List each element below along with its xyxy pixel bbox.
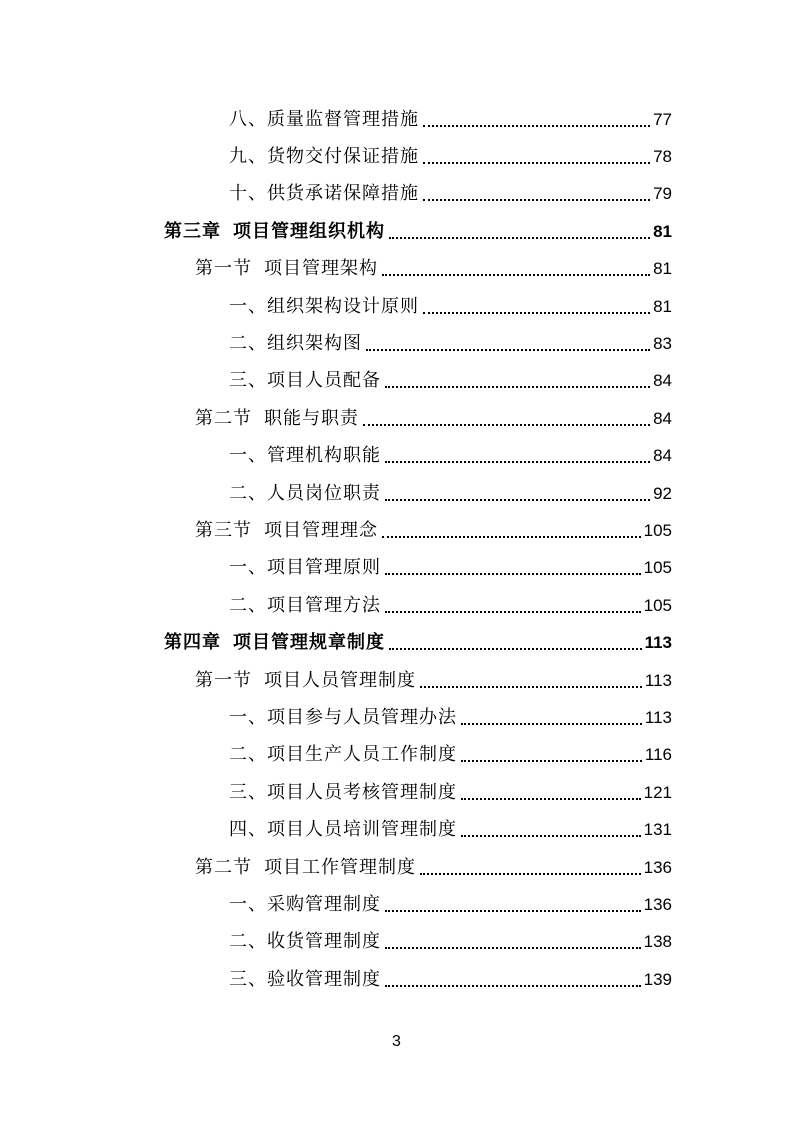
toc-entry-prefix: 第二节 [195, 856, 252, 878]
toc-entry-prefix: 二、 [229, 931, 267, 953]
toc-entry-prefix: 二、 [229, 744, 267, 766]
toc-dot-leader [423, 199, 650, 201]
toc-page-number: 105 [643, 558, 672, 578]
toc-entry-text: 项目人员管理制度 [264, 669, 416, 691]
toc-dot-leader [461, 760, 642, 762]
toc-entry[interactable] [0, 325, 793, 362]
toc-entry-prefix: 第一节 [195, 669, 252, 691]
toc-section-entry[interactable] [0, 512, 793, 549]
table-of-contents [0, 101, 793, 998]
toc-entry[interactable] [0, 475, 793, 512]
toc-section-entry[interactable] [0, 849, 793, 886]
toc-entry-prefix: 三、 [229, 370, 267, 392]
toc-section-entry[interactable] [0, 662, 793, 699]
toc-page-number: 105 [643, 595, 672, 615]
toc-entry-text: 项目参与人员管理办法 [267, 706, 457, 728]
toc-entry[interactable] [0, 587, 793, 624]
toc-entry-text: 货物交付保证措施 [267, 146, 419, 168]
toc-entry-prefix: 一、 [229, 557, 267, 579]
toc-entry[interactable] [0, 699, 793, 736]
toc-entry-title [229, 110, 419, 130]
toc-entry-text: 项目人员培训管理制度 [267, 819, 457, 841]
toc-entry-prefix: 四、 [229, 819, 267, 841]
toc-page-number: 92 [653, 483, 672, 503]
toc-entry-title [229, 820, 457, 840]
toc-entry-title [195, 671, 416, 691]
toc-entry[interactable] [0, 811, 793, 848]
toc-entry-title [164, 633, 385, 653]
toc-dot-leader [385, 573, 641, 575]
toc-entry-text: 项目管理理念 [264, 519, 378, 541]
toc-dot-leader [389, 237, 650, 239]
toc-page-number: 113 [644, 707, 672, 727]
toc-page-number: 77 [653, 109, 672, 129]
toc-entry[interactable] [0, 101, 793, 138]
toc-page-number: 84 [653, 408, 672, 428]
toc-entry-prefix: 第四章 [164, 632, 221, 654]
toc-entry-title [229, 558, 381, 578]
toc-entry-prefix: 三、 [229, 781, 267, 803]
toc-page-number: 116 [644, 745, 672, 765]
toc-dot-leader [385, 910, 641, 912]
toc-entry-text: 项目管理架构 [264, 258, 378, 280]
toc-entry-text: 项目工作管理制度 [264, 856, 416, 878]
toc-page-number: 113 [644, 633, 672, 653]
toc-entry-text: 项目管理方法 [267, 594, 381, 616]
toc-entry-text: 项目管理组织机构 [233, 220, 385, 242]
toc-entry-title [195, 259, 378, 279]
toc-entry[interactable] [0, 363, 793, 400]
toc-dot-leader [382, 536, 641, 538]
toc-entry-text: 收货管理制度 [267, 931, 381, 953]
toc-entry-text: 采购管理制度 [267, 893, 381, 915]
toc-entry-title [195, 858, 416, 878]
toc-entry-title [229, 708, 457, 728]
toc-page-number: 136 [643, 857, 672, 877]
toc-dot-leader [420, 686, 642, 688]
toc-dot-leader [461, 723, 642, 725]
toc-entry-text: 项目管理规章制度 [233, 632, 385, 654]
toc-entry-text: 人员岗位职责 [267, 482, 381, 504]
toc-page-number: 131 [643, 820, 672, 840]
toc-dot-leader [423, 162, 650, 164]
toc-dot-leader [366, 349, 650, 351]
toc-entry-title [229, 596, 381, 616]
toc-entry[interactable] [0, 961, 793, 998]
toc-page-number: 113 [644, 670, 672, 690]
toc-entry-prefix: 二、 [229, 482, 267, 504]
toc-entry-title [229, 783, 457, 803]
toc-page-number: 78 [653, 147, 672, 167]
toc-entry-title [229, 334, 362, 354]
toc-entry-text: 项目生产人员工作制度 [267, 744, 457, 766]
toc-entry-prefix: 第一节 [195, 258, 252, 280]
toc-dot-leader [461, 798, 641, 800]
toc-entry-text: 管理机构职能 [267, 445, 381, 467]
toc-entry-title [229, 446, 381, 466]
toc-entry-title [164, 222, 385, 242]
toc-entry-title [195, 409, 359, 429]
toc-page-number: 136 [643, 894, 672, 914]
toc-entry-prefix: 一、 [229, 893, 267, 915]
toc-entry-prefix: 第三章 [164, 220, 221, 242]
toc-entry-prefix: 一、 [229, 445, 267, 467]
toc-entry[interactable] [0, 288, 793, 325]
toc-entry-prefix: 九、 [229, 146, 267, 168]
toc-entry-title [229, 371, 381, 391]
page-number: 3 [392, 1033, 401, 1050]
toc-dot-leader [385, 611, 641, 613]
toc-entry-title [229, 932, 381, 952]
toc-page-number: 121 [643, 782, 672, 802]
toc-entry-text: 项目管理原则 [267, 557, 381, 579]
toc-entry-prefix: 八、 [229, 108, 267, 130]
toc-entry-title [229, 184, 419, 204]
toc-entry[interactable] [0, 176, 793, 213]
toc-entry-title [229, 895, 381, 915]
toc-dot-leader [389, 648, 642, 650]
toc-dot-leader [363, 424, 650, 426]
toc-entry-prefix: 十、 [229, 183, 267, 205]
toc-entry-title [195, 521, 378, 541]
toc-entry[interactable] [0, 138, 793, 175]
toc-entry-text: 组织架构图 [267, 333, 362, 355]
toc-entry-prefix: 二、 [229, 594, 267, 616]
toc-page-number: 105 [643, 520, 672, 540]
toc-entry-title [229, 147, 419, 167]
toc-entry-title [229, 745, 457, 765]
toc-page-number: 83 [653, 334, 672, 354]
toc-dot-leader [385, 985, 641, 987]
toc-entry[interactable] [0, 774, 793, 811]
toc-entry-text: 供货承诺保障措施 [267, 183, 419, 205]
toc-entry[interactable] [0, 924, 793, 961]
toc-entry-prefix: 一、 [229, 295, 267, 317]
toc-page-number: 139 [643, 969, 672, 989]
toc-dot-leader [420, 873, 641, 875]
toc-entry-text: 项目人员配备 [267, 370, 381, 392]
toc-section-entry[interactable] [0, 251, 793, 288]
toc-page-number: 84 [653, 371, 672, 391]
toc-entry-prefix: 二、 [229, 333, 267, 355]
toc-dot-leader [385, 499, 650, 501]
toc-entry-prefix: 第三节 [195, 519, 252, 541]
toc-entry-text: 质量监督管理措施 [267, 108, 419, 130]
toc-dot-leader [385, 386, 650, 388]
toc-dot-leader [385, 461, 650, 463]
toc-entry-text: 验收管理制度 [267, 968, 381, 990]
toc-entry[interactable] [0, 550, 793, 587]
toc-page-number: 81 [653, 259, 672, 279]
toc-page-number: 79 [653, 184, 672, 204]
toc-dot-leader [382, 274, 650, 276]
toc-entry[interactable] [0, 737, 793, 774]
toc-section-entry[interactable] [0, 400, 793, 437]
toc-entry-prefix: 一、 [229, 706, 267, 728]
toc-dot-leader [423, 312, 650, 314]
toc-entry-prefix: 三、 [229, 968, 267, 990]
toc-entry-title [229, 297, 419, 317]
toc-entry[interactable] [0, 438, 793, 475]
toc-chapter-entry[interactable] [0, 213, 793, 250]
toc-page-number: 138 [643, 932, 672, 952]
toc-entry[interactable] [0, 886, 793, 923]
toc-page-number: 84 [653, 446, 672, 466]
toc-dot-leader [385, 947, 641, 949]
toc-entry-text: 组织架构设计原则 [267, 295, 419, 317]
toc-entry-text: 项目人员考核管理制度 [267, 781, 457, 803]
toc-entry-title [229, 484, 381, 504]
toc-entry-text: 职能与职责 [264, 407, 359, 429]
toc-page-number: 81 [653, 221, 672, 241]
toc-page-number: 81 [653, 296, 672, 316]
toc-dot-leader [461, 835, 641, 837]
toc-entry-title [229, 970, 381, 990]
toc-dot-leader [423, 125, 650, 127]
toc-entry-prefix: 第二节 [195, 407, 252, 429]
toc-chapter-entry[interactable] [0, 624, 793, 661]
